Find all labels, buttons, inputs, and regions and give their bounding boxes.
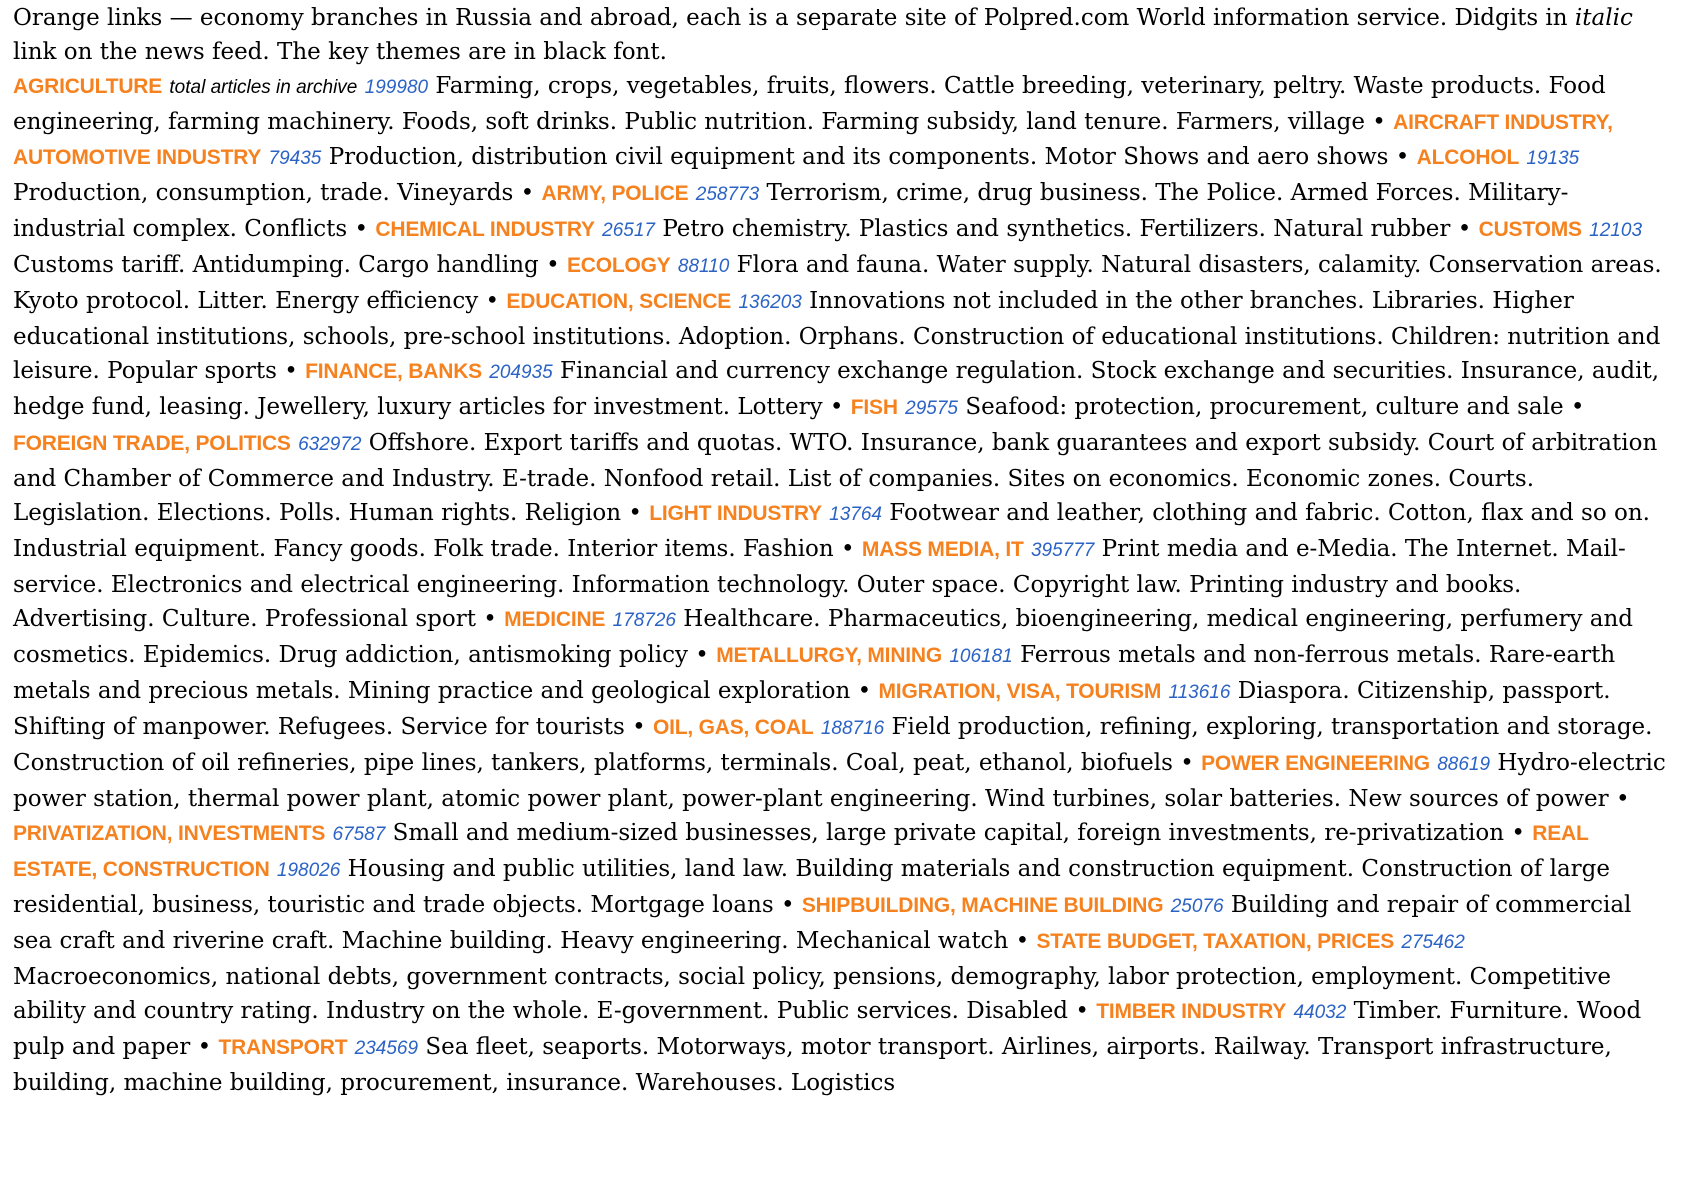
branch-link[interactable]: MEDICINE	[504, 608, 606, 631]
branch-description: Print media and e-Media. The Internet. Mail-service. Electronics and electrical engineering. Information technology. Outer space. Copyright law. Printing industry and books. Advertising. Culture. Professional sport	[13, 536, 1626, 632]
intro-after-italic: link on the news feed. The key themes are in black font.	[13, 39, 667, 65]
branch-count-link[interactable]: 275462	[1401, 932, 1465, 953]
bullet-separator: •	[347, 216, 376, 242]
bullet-separator: •	[475, 606, 505, 632]
branch-link[interactable]: CHEMICAL INDUSTRY	[375, 218, 595, 241]
branch-count-link[interactable]: 67587	[332, 824, 386, 845]
branch-description: Housing and public utilities, land law. Building materials and construction equipment. Construction of large residential, business, touristic and trade objects. Mortgage loans	[13, 856, 1610, 918]
branch-count-link[interactable]: 198026	[276, 860, 341, 881]
branch-count-link[interactable]: 26517	[602, 220, 655, 241]
branch-description: Flora and fauna. Water supply. Natural disasters, calamity. Conservation areas. Kyoto protocol. Litter. Energy efficiency	[13, 252, 1662, 314]
branch-description: Ferrous metals and non-ferrous metals. Rare-earth metals and precious metals. Mining practice and geological exploration	[13, 642, 1616, 704]
branch-link[interactable]: TIMBER INDUSTRY	[1096, 1000, 1287, 1023]
branch-description: Offshore. Export tariffs and quotas. WTO. Insurance, bank guarantees and export subsidy. Court of arbitration and Chamber of Commerce and Industry. E-trade. Nonfood retail. List of companies. Sites on economics. Economic zones. Courts. Legislation. Elections. Polls. Human rights. Religion	[13, 430, 1658, 526]
branch-count-link[interactable]: 234569	[354, 1038, 419, 1059]
branch-link[interactable]: LIGHT INDUSTRY	[649, 502, 822, 525]
branch-link[interactable]: ECOLOGY	[566, 254, 671, 277]
intro-italic-word: italic	[1574, 5, 1633, 31]
branch-description: Production, consumption, trade. Vineyards	[13, 180, 514, 206]
branch-link[interactable]: EDUCATION, SCIENCE	[506, 290, 732, 313]
branch-count-link[interactable]: 188716	[820, 718, 885, 739]
bullet-separator: •	[1563, 394, 1585, 420]
branch-link[interactable]: FINANCE, BANKS	[305, 360, 482, 383]
branch-link[interactable]: FISH	[850, 396, 898, 419]
branch-count-link[interactable]: 178726	[612, 610, 676, 631]
branch-description: Building and repair of commercial sea craft and riverine craft. Machine building. Heavy engineering. Mechanical watch	[13, 892, 1632, 954]
branch-count-link[interactable]: 199980	[364, 77, 429, 98]
branch-link[interactable]: METALLURGY, MINING	[716, 644, 943, 667]
bullet-separator: •	[1608, 786, 1630, 812]
branch-count-link[interactable]: 29575	[905, 398, 958, 419]
branch-count-link[interactable]: 106181	[949, 646, 1013, 667]
branch-description: Field production, refining, exploring, transportation and storage. Construction of oil refineries, pipe lines, tankers, platforms, terminals. Coal, peat, ethanol, biofuels	[13, 714, 1653, 776]
branch-description: Macroeconomics, national debts, government contracts, social policy, pensions, demography, labor protection, employment. Competitive ability and country rating. Industry on the whole. E-government. Public services. Disabled	[13, 964, 1612, 1024]
branch-link[interactable]: STATE BUDGET, TAXATION, PRICES	[1036, 930, 1395, 953]
branch-description: Farming, crops, vegetables, fruits, flowers. Cattle breeding, veterinary, peltry. Waste products. Food engineering, farming machinery. Foods, soft drinks. Public nutrition. Farming subsidy, land tenure. Farmers, village	[13, 73, 1606, 135]
bullet-separator: •	[621, 500, 650, 526]
archive-note-label: total articles in archive	[169, 77, 358, 98]
branch-link[interactable]: MASS MEDIA, IT	[861, 538, 1024, 561]
branch-link[interactable]: POWER ENGINEERING	[1201, 752, 1430, 775]
branches-list	[13, 73, 1666, 1096]
branch-description: Innovations not included in the other branches. Libraries. Higher educational institutions, schools, pre-school institutions. Adoption. Orphans. Construction of educational institutions. Children: nutrition and leisure. Popular sports	[13, 288, 1661, 384]
bullet-separator: •	[190, 1034, 219, 1060]
bullet-separator: •	[850, 678, 879, 704]
branch-count-link[interactable]: 19135	[1526, 148, 1580, 169]
branch-count-link[interactable]: 395777	[1030, 540, 1095, 561]
branch-description: Timber. Furniture. Wood pulp and paper	[13, 998, 1642, 1060]
branch-count-link[interactable]: 13764	[829, 504, 882, 525]
branch-link[interactable]: OIL, GAS, COAL	[652, 716, 814, 739]
branch-count-link[interactable]: 44032	[1293, 1002, 1347, 1023]
bullet-separator: •	[687, 642, 717, 668]
bullet-separator: •	[1364, 109, 1394, 135]
branch-link[interactable]: REAL ESTATE, CONSTRUCTION	[13, 822, 1589, 881]
bullet-separator: •	[1504, 820, 1533, 846]
branch-description: Footwear and leather, clothing and fabric. Cotton, flax and so on. Industrial equipment. Fancy goods. Folk trade. Interior items. Fashion	[13, 500, 1650, 562]
branch-link[interactable]: FOREIGN TRADE, POLITICS	[13, 432, 291, 455]
branch-description: Healthcare. Pharmaceutics, bioengineering, medical engineering, perfumery and cosmetics. Epidemics. Drug addiction, antismoking policy	[13, 606, 1634, 668]
branch-link[interactable]: AGRICULTURE	[13, 75, 163, 98]
branch-count-link[interactable]: 88619	[1437, 754, 1491, 775]
branch-description: Sea fleet, seaports. Motorways, motor transport. Airlines, airports. Railway. Transport infrastructure, building, machine building, procurement, insurance. Warehouses. Logistics	[13, 1034, 1612, 1096]
branch-link[interactable]: AIRCRAFT INDUSTRY, AUTOMOTIVE INDUSTRY	[13, 111, 1613, 169]
branch-count-link[interactable]: 204935	[489, 362, 553, 383]
bullet-separator: •	[276, 358, 306, 384]
branch-link[interactable]: CUSTOMS	[1478, 218, 1582, 241]
bullet-separator: •	[513, 180, 542, 206]
branch-description: Customs tariff. Antidumping. Cargo handling	[13, 252, 539, 278]
branch-description: Petro chemistry. Plastics and synthetics. Fertilizers. Natural rubber	[662, 216, 1451, 242]
branch-description: Production, distribution civil equipment and its components. Motor Shows and aero shows	[328, 144, 1389, 170]
branch-description: Small and medium-sized businesses, large private capital, foreign investments, re-privatization	[392, 820, 1505, 846]
branch-link[interactable]: TRANSPORT	[218, 1036, 348, 1059]
branch-count-link[interactable]: 79435	[268, 148, 322, 169]
bullet-separator: •	[1450, 216, 1479, 242]
branch-count-link[interactable]: 136203	[738, 292, 802, 313]
branch-link[interactable]: PRIVATIZATION, INVESTMENTS	[13, 822, 326, 845]
bullet-separator: •	[1172, 750, 1202, 776]
bullet-separator: •	[624, 714, 653, 740]
branch-count-link[interactable]: 12103	[1589, 220, 1643, 241]
bullet-separator: •	[1388, 144, 1417, 170]
branch-link[interactable]: MIGRATION, VISA, TOURISM	[878, 680, 1162, 703]
branch-description: Hydro-electric power station, thermal power plant, atomic power plant, power-plant engineering. Wind turbines, solar batteries. New sources of power	[13, 750, 1666, 812]
branch-count-link[interactable]: 258773	[695, 184, 760, 205]
branch-description: Financial and currency exchange regulation. Stock exchange and securities. Insurance, audit, hedge fund, leasing. Jewellery, luxury articles for investment. Lottery	[13, 358, 1660, 420]
branch-count-link[interactable]: 632972	[298, 434, 362, 455]
bullet-separator: •	[538, 252, 567, 278]
intro-before-italic: Orange links — economy branches in Russia and abroad, each is a separate site of Polpred.com World information service. Didgits in	[13, 5, 1575, 31]
bullet-separator: •	[1008, 928, 1037, 954]
branch-link[interactable]: SHIPBUILDING, MACHINE BUILDING	[801, 894, 1164, 917]
intro-text	[13, 5, 1633, 65]
branch-link[interactable]: ARMY, POLICE	[541, 182, 689, 205]
bullet-separator: •	[773, 892, 802, 918]
bullet-separator: •	[478, 288, 507, 314]
bullet-separator: •	[1068, 998, 1097, 1024]
branch-description: Diaspora. Citizenship, passport. Shifting of manpower. Refugees. Service for tourists	[13, 678, 1611, 740]
branch-description: Terrorism, crime, drug business. The Police. Armed Forces. Military-industrial complex. Conflicts	[13, 180, 1569, 242]
branch-count-link[interactable]: 88110	[677, 256, 730, 277]
bullet-separator: •	[833, 536, 862, 562]
branch-link[interactable]: ALCOHOL	[1416, 146, 1520, 169]
bullet-separator: •	[822, 394, 851, 420]
branch-description: Seafood: protection, procurement, culture and sale	[965, 394, 1564, 420]
branch-count-link[interactable]: 113616	[1168, 682, 1231, 703]
branch-count-link[interactable]: 25076	[1170, 896, 1224, 917]
